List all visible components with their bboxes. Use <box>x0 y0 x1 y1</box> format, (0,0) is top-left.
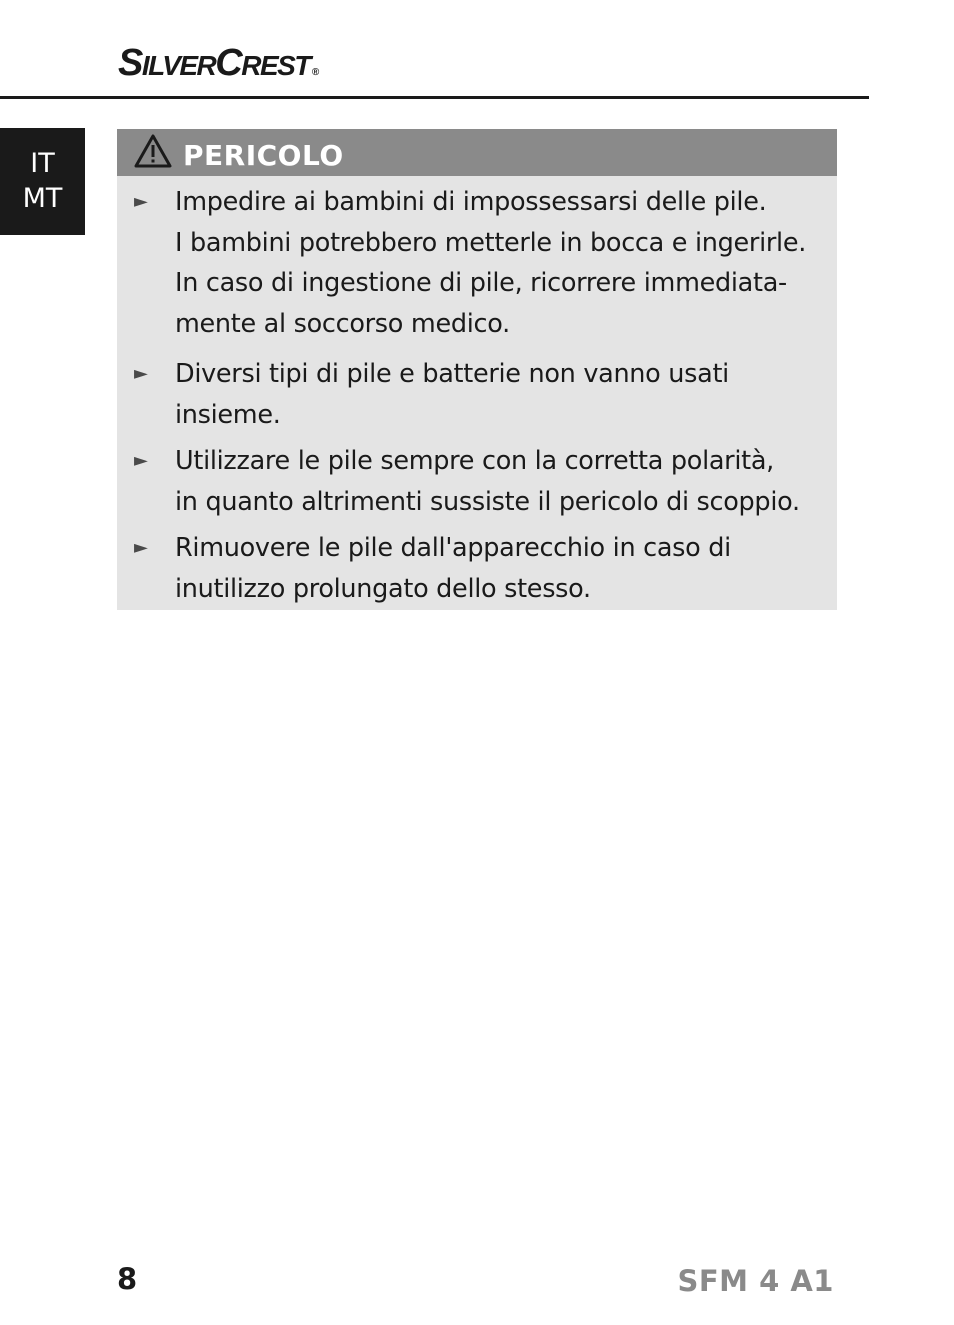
bullet-arrow-icon: ► <box>134 450 148 471</box>
list-item-line: Impedire ai bambini di impossessarsi delle pile. <box>175 187 767 217</box>
danger-warning-box <box>117 129 837 610</box>
list-item-line: Utilizzare le pile sempre con la corretta polarità, <box>175 446 774 476</box>
warning-title: PERICOLO <box>183 139 344 172</box>
model-number: SFM 4 A1 <box>677 1264 834 1298</box>
list-item-line: Rimuovere le pile dall'apparecchio in caso di <box>175 533 731 563</box>
list-item-line: inutilizzo prolungato dello stesso. <box>175 573 591 604</box>
warning-header-bar <box>117 129 837 176</box>
list-item-line: I bambini potrebbero metterle in bocca e ingerirle. <box>175 227 807 258</box>
brand-logo-c: C <box>215 42 242 84</box>
bullet-arrow-icon: ► <box>134 537 148 558</box>
list-item <box>117 528 837 609</box>
bullet-arrow-icon: ► <box>134 191 148 212</box>
page-number: 8 <box>117 1262 138 1296</box>
language-tab <box>0 128 85 235</box>
list-item <box>117 441 837 522</box>
list-item-line: Diversi tipi di pile e batterie non vanno usati <box>175 359 729 389</box>
language-code-mt: MT <box>22 183 63 214</box>
brand-logo-ilver: ILVER <box>141 50 216 81</box>
warning-list <box>117 176 837 609</box>
list-item-line: In caso di ingestione di pile, ricorrere immediata- <box>175 268 787 298</box>
bullet-arrow-icon: ► <box>134 363 148 384</box>
list-item-line: insieme. <box>175 399 281 430</box>
header-rule <box>0 96 869 99</box>
language-code-it: IT <box>30 148 55 179</box>
brand-logo-rest: REST <box>241 50 310 81</box>
brand-logo <box>118 40 320 89</box>
list-item-line: mente al soccorso medico. <box>175 308 510 339</box>
list-item-line: in quanto altrimenti sussiste il pericolo di scoppio. <box>175 486 800 517</box>
registered-mark: ® <box>311 67 320 78</box>
brand-logo-s: S <box>118 42 142 84</box>
warning-triangle-icon <box>133 133 173 169</box>
list-item <box>117 354 837 435</box>
list-item <box>117 182 837 344</box>
